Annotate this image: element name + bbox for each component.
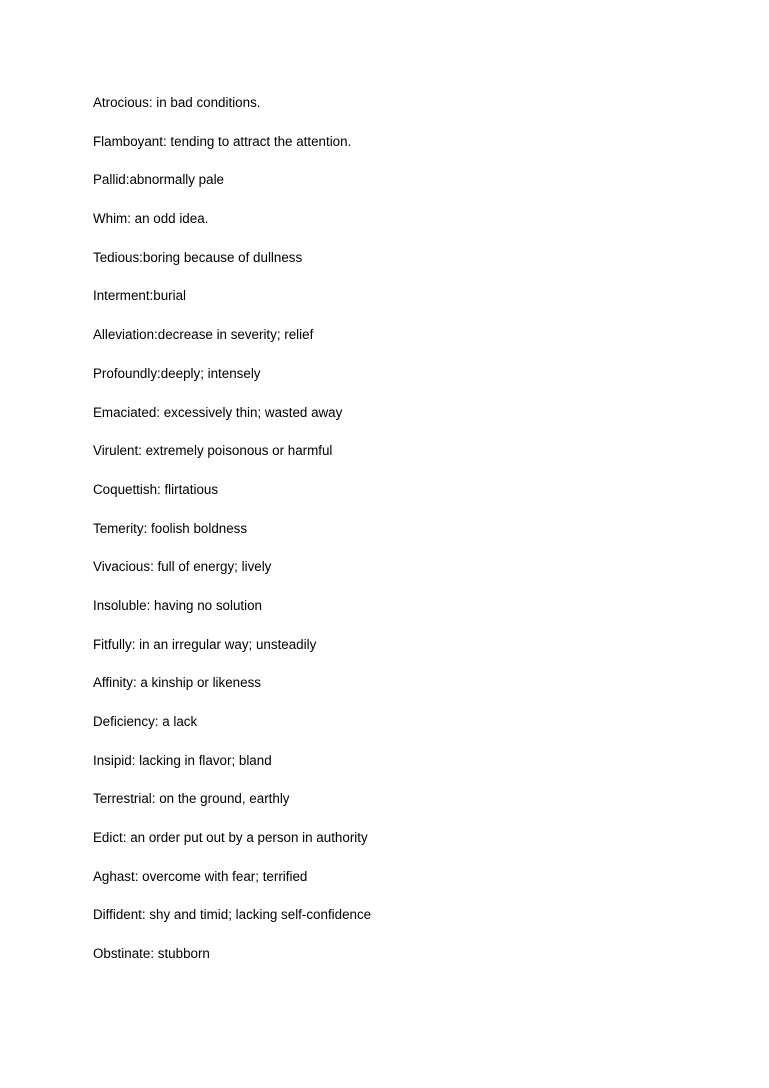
vocab-entry: Temerity: foolish boldness [93,520,248,536]
vocab-entry: Interment:burial [93,288,187,304]
vocab-entry: Emaciated: excessively thin; wasted away [93,404,343,420]
vocab-entry: Virulent: extremely poisonous or harmful [93,443,333,459]
vocab-entry: Fitfully: in an irregular way; unsteadily [93,636,317,652]
vocab-entry: Profoundly:deeply; intensely [93,365,261,381]
vocab-entry: Edict: an order put out by a person in authority [93,830,368,846]
vocab-entry: Affinity: a kinship or likeness [93,675,261,691]
vocab-entry: Terrestrial: on the ground, earthly [93,791,290,807]
vocab-entry: Deficiency: a lack [93,714,198,729]
vocab-entry: Insipid: lacking in flavor; bland [93,752,272,768]
vocab-entry: Obstinate: stubborn [93,946,210,962]
vocab-entry: Alleviation:decrease in severity; relief [93,327,314,343]
vocabulary-list [93,93,371,983]
vocab-entry: Insoluble: having no solution [93,597,262,613]
vocab-entry: Tedious:boring because of dullness [93,249,303,265]
vocab-entry: Flamboyant: tending to attract the attention. [93,133,352,149]
vocab-entry: Vivacious: full of energy; lively [93,559,272,575]
vocab-entry: Coquettish: flirtatious [93,481,219,497]
vocab-entry: Whim: an odd idea. [93,211,209,227]
vocab-entry: Aghast: overcome with fear; terrified [93,868,308,884]
vocab-entry: Diffident: shy and timid; lacking self-confidence [93,907,372,923]
vocab-entry: Atrocious: in bad conditions. [93,95,261,110]
vocab-entry: Pallid:abnormally pale [93,172,225,188]
